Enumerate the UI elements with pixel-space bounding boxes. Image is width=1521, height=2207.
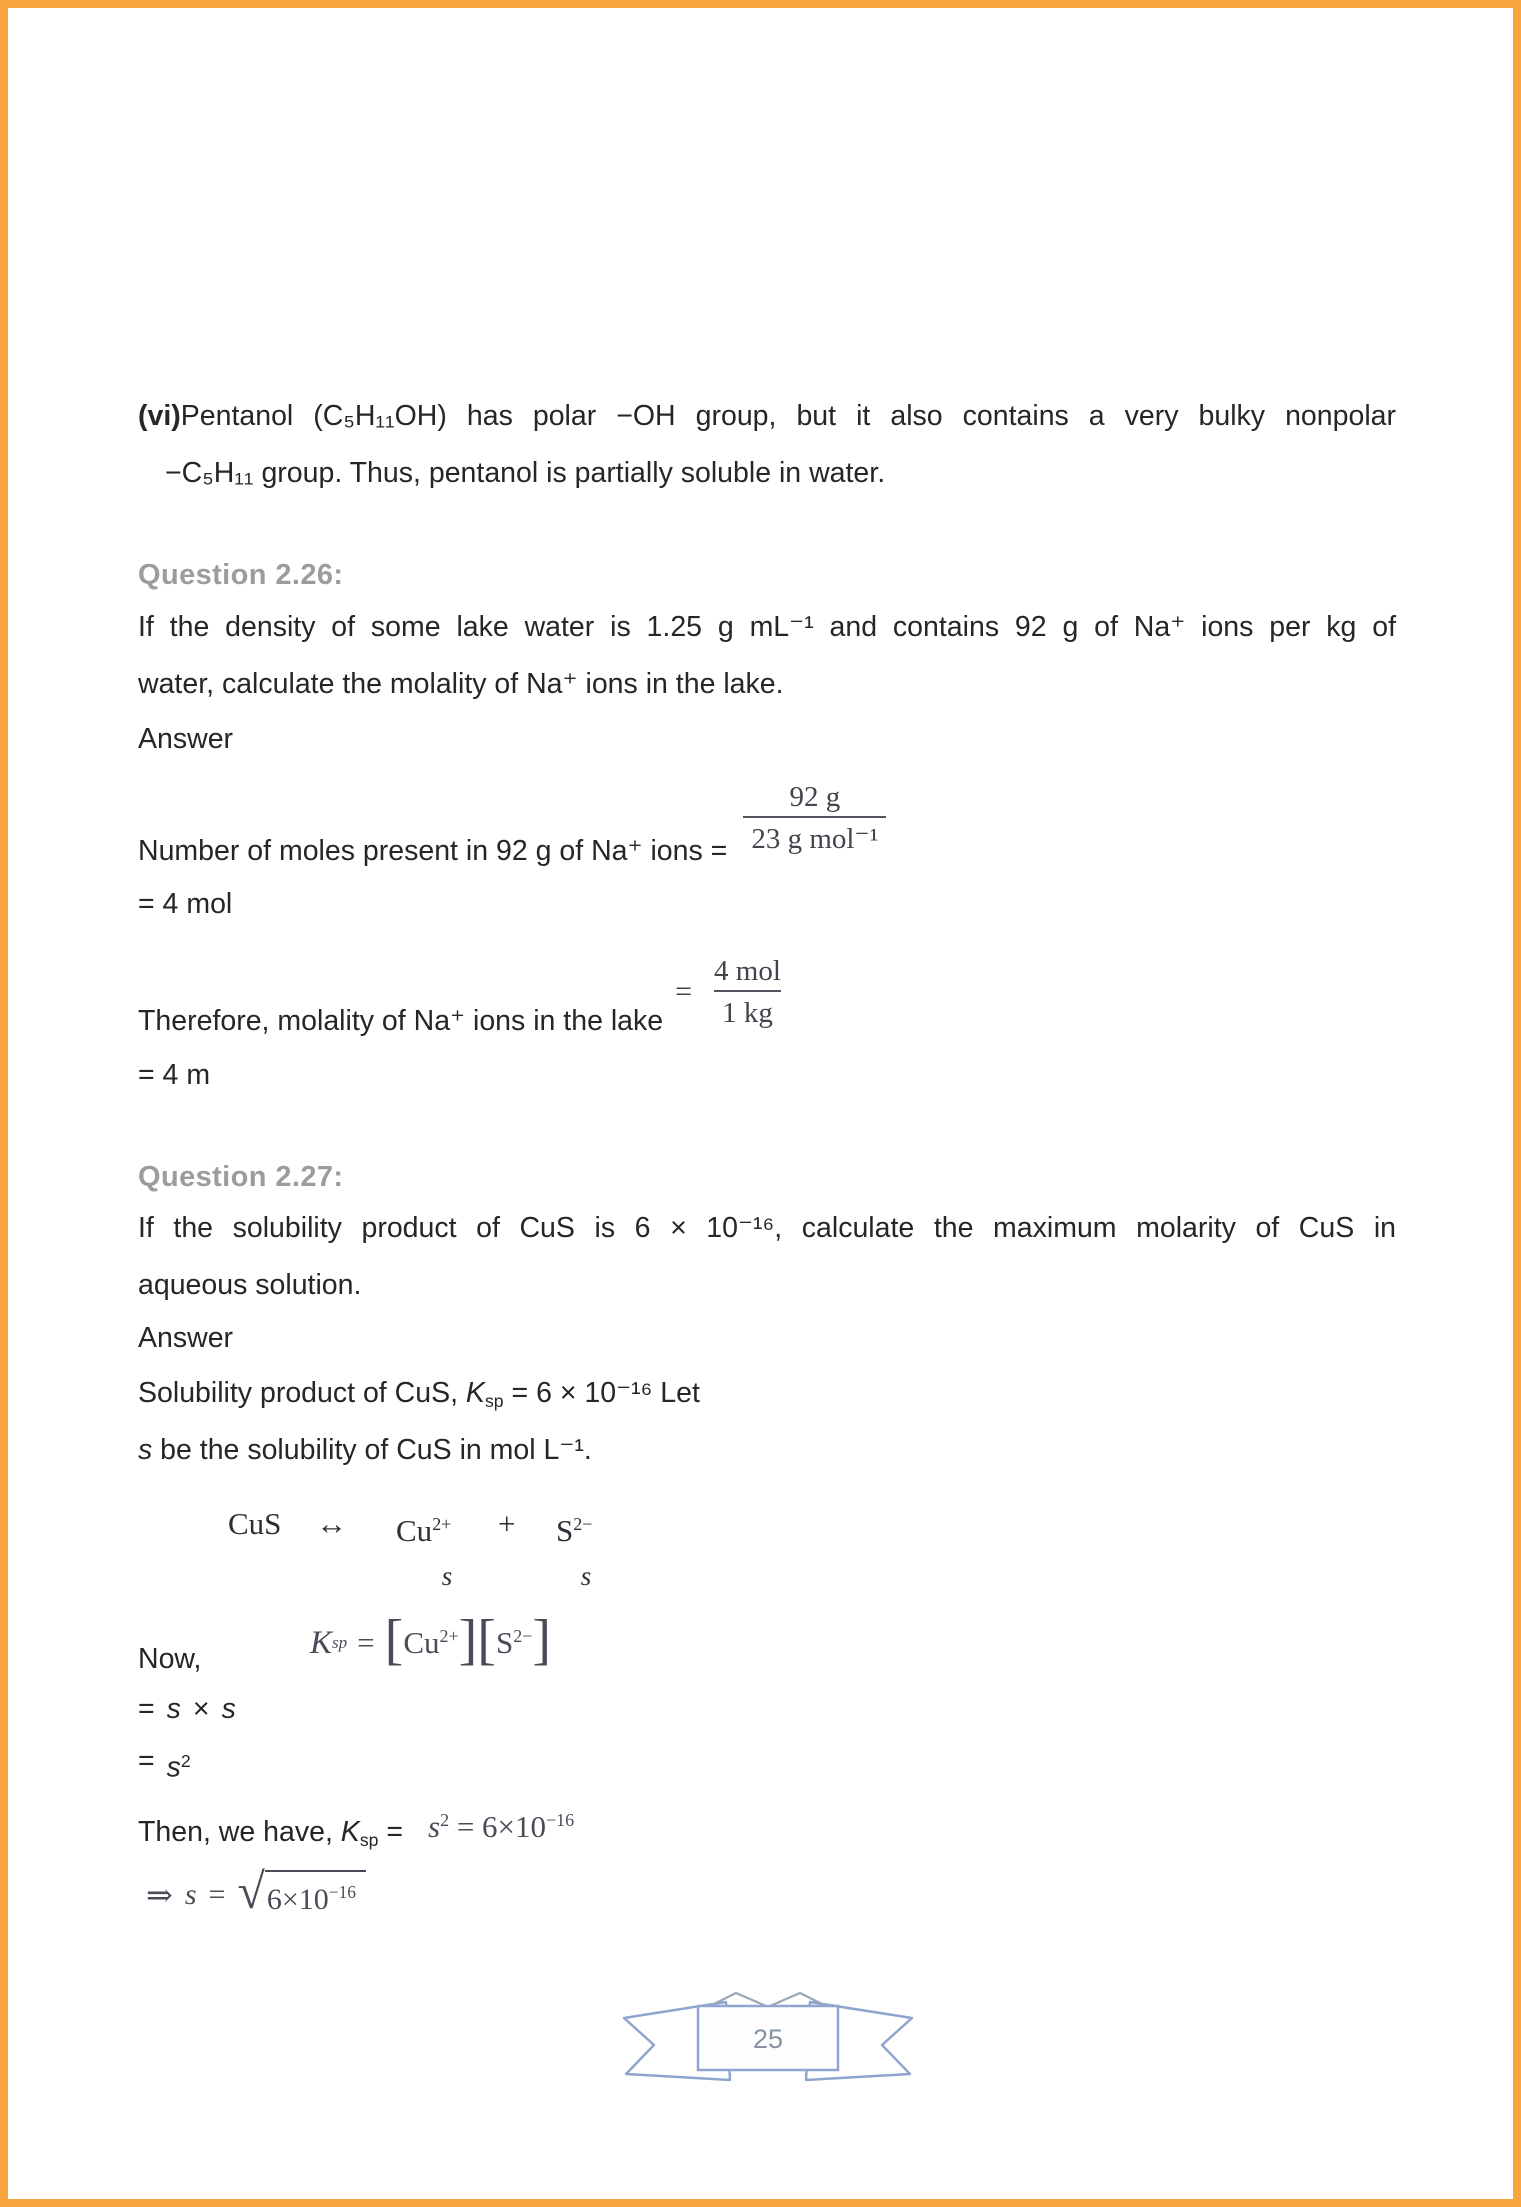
q26-line-1: If the density of some lake water is 1.25 g mL⁻¹ and contains 92 g of Na⁺ ions per kg of	[138, 611, 1396, 643]
s-symbol: s	[221, 1693, 236, 1725]
ksp-symbol: K	[310, 1624, 333, 1661]
multiplication-sign: ×	[192, 1693, 210, 1725]
amount-under-s: s	[580, 1561, 592, 1591]
question-2-27-heading: Question 2.27:	[138, 1161, 344, 1193]
ksp-subscript: sp	[332, 1633, 348, 1652]
exponent-minus-16: −16	[546, 1810, 575, 1830]
q26-moles-text: Number of moles present in 92 g of Na⁺ ions =	[138, 835, 728, 867]
question-2-26-heading: Question 2.26:	[138, 559, 344, 591]
fraction-denominator: 23 g mol⁻¹	[743, 816, 886, 856]
vi-line-1-text: Pentanol (C₅H₁₁OH) has polar −OH group, but it also contains a very bulky nonpolar	[180, 400, 1396, 432]
s-symbol: s	[184, 1878, 197, 1911]
equals-sign: =	[138, 1745, 155, 1777]
vi-paragraph	[138, 388, 1396, 502]
q26-question-paragraph	[138, 599, 1396, 713]
q27-question-paragraph	[138, 1200, 1396, 1314]
then-text: Then, we have,	[138, 1816, 341, 1848]
exponent-minus-16: −16	[328, 1882, 356, 1902]
equilibrium-arrow: ↔	[316, 1506, 347, 1541]
fraction-denominator: 1 kg	[714, 990, 781, 1030]
s-charge-superscript: 2−	[513, 1625, 533, 1646]
q26-answer-label: Answer	[138, 723, 234, 755]
s-squared-formula	[428, 1803, 574, 1844]
equals-sign: =	[357, 1625, 375, 1660]
s-times-s-line	[138, 1692, 236, 1726]
radicand: $6\times 10^{-16}$	[265, 1870, 366, 1917]
squared-superscript: 2	[180, 1751, 191, 1771]
ksp-symbol: K	[465, 1377, 485, 1409]
solubility-text: Solubility product of CuS,	[138, 1377, 466, 1409]
fraction-92g-23gmol	[743, 780, 886, 856]
q27-solubility-line	[138, 1376, 700, 1418]
q26-molality-text: Therefore, molality of Na⁺ ions in the lake	[138, 1005, 664, 1037]
spacer	[316, 1560, 396, 1592]
dissociation-equation-amounts	[228, 1560, 616, 1592]
plus-sign: +	[498, 1506, 516, 1541]
equals-sign: =	[138, 1693, 155, 1725]
q26-line-2: water, calculate the molality of Na⁺ ions in the lake.	[138, 668, 784, 700]
s-symbol: s	[428, 1809, 441, 1845]
equals-sign: =	[675, 975, 693, 1008]
s-squared: $s^2$	[166, 1751, 191, 1784]
squared-superscript: 2	[440, 1810, 450, 1830]
square-root	[237, 1863, 366, 1920]
q27-line-1: If the solubility product of CuS is 6 × 10⁻¹⁶, calculate the maximum molarity of CuS in	[138, 1212, 1396, 1244]
page-number-ribbon	[614, 1988, 922, 2102]
fraction-4mol-1kg	[704, 954, 791, 1030]
q27-line-2: aqueous solution.	[138, 1269, 362, 1301]
ksp-symbol: K	[340, 1816, 360, 1848]
s-squared-line	[138, 1744, 191, 1785]
equation-cu-ion: Cu2+	[396, 1506, 498, 1549]
q27-s-definition-line	[138, 1433, 592, 1467]
radical-sign: √	[237, 1863, 265, 1919]
cu-ion: $Cu^{2+}$	[403, 1625, 459, 1660]
spacer	[498, 1560, 556, 1592]
amount-under-cu: s	[441, 1561, 453, 1591]
then-we-have-line	[138, 1815, 403, 1857]
cu-charge-superscript: 2+	[439, 1625, 459, 1646]
equals-sign: =	[378, 1816, 404, 1848]
ksp-subscript: sp	[359, 1829, 379, 1850]
s-definition-text: be the solubility of CuS in mol L⁻¹.	[152, 1434, 592, 1466]
equals-sign: =	[208, 1878, 226, 1911]
q26-moles-result: = 4 mol	[138, 888, 233, 920]
q26-molality-result: = 4 m	[138, 1059, 211, 1091]
now-label: Now,	[138, 1643, 202, 1675]
sqrt-solution-line	[146, 1864, 366, 1926]
ksp-bracket-formula: K sp = [ $Cu^{2+}$ ] [ $S^{2-}$ ]	[310, 1609, 551, 1671]
fraction-numerator: 4 mol	[714, 955, 781, 987]
ksp-subscript: sp	[484, 1390, 504, 1411]
fraction-numerator: 92 g	[789, 781, 841, 813]
vi-line-2: −C₅H₁₁ group. Thus, pentanol is partially soluble in water.	[165, 457, 886, 489]
cu-charge-superscript: 2+	[432, 1514, 452, 1534]
q26-moles-row	[138, 780, 886, 867]
dissociation-equation	[228, 1506, 592, 1549]
s-charge-superscript: 2−	[573, 1514, 593, 1534]
equation-s-ion: S2−	[556, 1506, 592, 1549]
q27-answer-label: Answer	[138, 1322, 234, 1354]
s-symbol: s	[166, 1693, 181, 1725]
equals-six-ten: = 6×10	[449, 1809, 547, 1845]
q26-molality-row	[138, 954, 791, 1037]
solubility-value: = 6 × 10⁻¹⁶ Let	[503, 1377, 700, 1409]
s-symbol: s	[138, 1434, 153, 1466]
vi-line-1	[138, 388, 1396, 445]
implies-arrow: ⇒	[146, 1877, 173, 1913]
spacer	[228, 1560, 316, 1592]
s-ion: $S^{2-}$	[495, 1625, 533, 1660]
equation-cus: CuS	[228, 1506, 282, 1541]
vi-label: (vi)	[138, 400, 181, 432]
page-number: 25	[752, 2024, 784, 2054]
